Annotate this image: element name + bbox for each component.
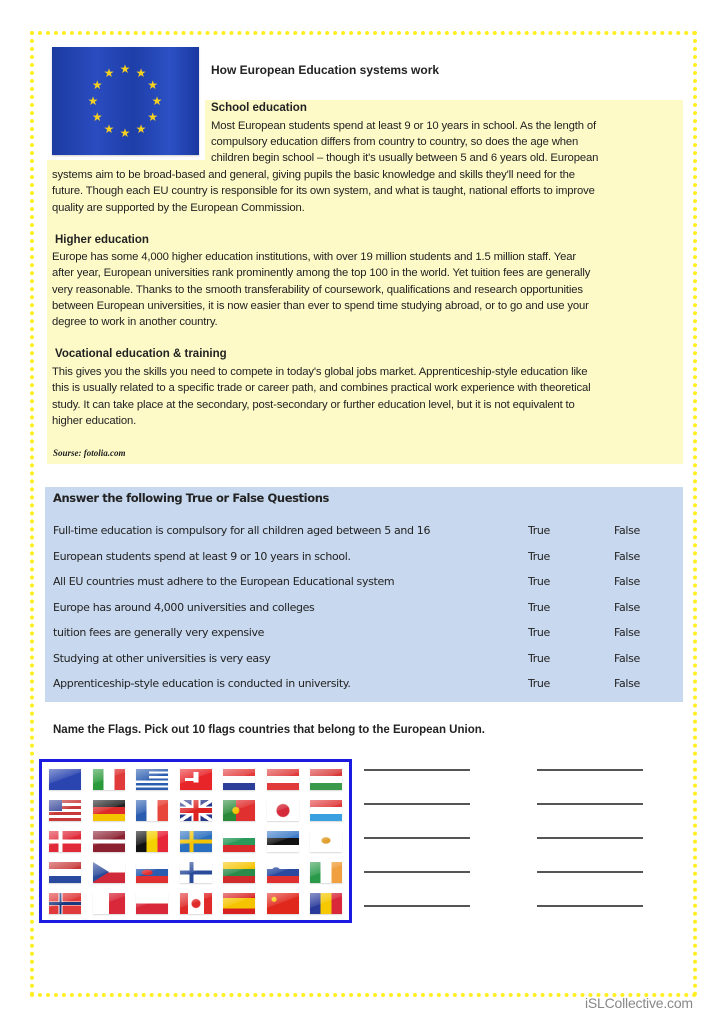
flag-greece-icon[interactable] <box>136 769 168 790</box>
section-text-higher-line: degree to work in another country. <box>52 316 218 328</box>
flag-lithuania-icon[interactable] <box>223 862 255 883</box>
question-text: European students spend at least 9 or 10 years in school. <box>53 549 351 563</box>
flag-slovakia-icon[interactable] <box>136 862 168 883</box>
question-text: Apprenticeship-style education is conducted in university. <box>53 677 351 690</box>
eu-star-icon: ★ <box>91 110 103 124</box>
source-credit: Sourse: fotolia.com <box>53 448 126 458</box>
section-text-vocational-line: This gives you the skills you need to compete in today's global jobs market. Apprenticeship-style education like <box>52 366 588 378</box>
section-text-higher-line: between European universities, it is now easier than ever to spend time studying abroad, or to go and use your <box>52 300 589 312</box>
false-option[interactable]: False <box>614 600 640 614</box>
eu-star-icon: ★ <box>91 78 103 92</box>
quiz-title: Answer the following True or False Questions <box>53 491 329 505</box>
flag-uk-icon[interactable] <box>180 800 212 821</box>
section-text-school-line: future. Though each EU country is responsible for its own system, and what is taught, national efforts to improve <box>52 185 595 197</box>
flag-bulgaria-icon[interactable] <box>223 831 255 852</box>
flag-grid <box>39 759 352 923</box>
eu-star-icon: ★ <box>119 126 131 140</box>
flag-switzerland-icon[interactable] <box>180 769 212 790</box>
answer-blank-line[interactable] <box>364 803 470 805</box>
flag-finland-icon[interactable] <box>180 862 212 883</box>
eu-star-icon: ★ <box>119 62 131 76</box>
section-text-higher-line: after year, European universities rank prominently among the top 100 in the world. Yet tuition fees are generally <box>52 267 591 279</box>
false-option[interactable]: False <box>614 575 640 588</box>
section-text-vocational-line: this is usually related to a specific trade or career path, and combines practical work experience with theoretical <box>52 382 591 394</box>
question-text: Full-time education is compulsory for all children aged between 5 and 16 <box>53 524 431 537</box>
section-text-higher-line: very reasonable. Thanks to the smooth transferability of coursework, qualifications and research opportunities <box>52 284 583 296</box>
section-text-school-line: children begin school – though it's usually between 5 and 6 years old. European <box>211 152 599 164</box>
answer-blank-line[interactable] <box>537 871 643 873</box>
flag-spain-icon[interactable] <box>223 893 255 914</box>
quiz-question-row <box>53 652 673 670</box>
quiz-question-row <box>53 677 673 695</box>
answer-blank-line[interactable] <box>364 769 470 771</box>
false-option[interactable]: False <box>614 549 640 563</box>
flag-canada-icon[interactable] <box>180 893 212 914</box>
question-text: All EU countries must adhere to the European Educational system <box>53 575 395 588</box>
false-option[interactable]: False <box>614 651 640 665</box>
eu-flag-icon <box>52 47 199 155</box>
flag-cyprus-icon[interactable] <box>310 831 342 852</box>
quiz-question-row <box>53 626 673 644</box>
answer-blank-line[interactable] <box>537 769 643 771</box>
flag-japan-icon[interactable] <box>267 800 299 821</box>
section-text-school-line: quality are supported by the European Commission. <box>52 202 305 214</box>
true-false-quiz-box <box>45 487 683 702</box>
flag-estonia-icon[interactable] <box>267 831 299 852</box>
flag-denmark-icon[interactable] <box>49 831 81 852</box>
section-text-school-line: systems aim to be broad-based and general, giving pupils the basic knowledge and skills they'll need for the <box>52 169 575 181</box>
flag-slovenia-icon[interactable] <box>267 862 299 883</box>
false-option[interactable]: False <box>614 626 640 639</box>
flag-eu-icon[interactable] <box>49 769 81 790</box>
flag-romania-icon[interactable] <box>310 893 342 914</box>
flag-norway-icon[interactable] <box>49 893 81 914</box>
quiz-question-row <box>53 550 673 568</box>
czech-triangle <box>93 862 109 882</box>
flag-malta-icon[interactable] <box>93 893 125 914</box>
flag-czech-icon[interactable] <box>93 862 125 883</box>
answer-blank-line[interactable] <box>537 837 643 839</box>
answer-blank-line[interactable] <box>364 905 470 907</box>
answer-blank-line[interactable] <box>537 803 643 805</box>
answer-blank-line[interactable] <box>364 871 470 873</box>
question-text: tuition fees are generally very expensive <box>53 626 265 639</box>
section-text-vocational-line: higher education. <box>52 415 137 427</box>
true-option[interactable]: True <box>528 575 550 588</box>
eu-star-icon: ★ <box>103 121 115 136</box>
flags-task-title: Name the Flags. Pick out 10 flags countries that belong to the European Union. <box>53 724 485 736</box>
flag-sweden-icon[interactable] <box>180 831 212 852</box>
flag-luxembourg-icon[interactable] <box>310 800 342 821</box>
flag-austria-icon[interactable] <box>267 769 299 790</box>
eu-star-icon: ★ <box>147 78 159 92</box>
flag-latvia-icon[interactable] <box>93 831 125 852</box>
flag-hungary-icon[interactable] <box>310 769 342 790</box>
section-text-higher-line: Europe has some 4,000 higher education institutions, with over 19 million students and 1.5 million staff. Year <box>52 251 576 263</box>
true-option[interactable]: True <box>528 677 550 690</box>
flag-belgium-icon[interactable] <box>136 831 168 852</box>
page-title: How European Education systems work <box>211 63 440 77</box>
flag-usa-icon[interactable] <box>49 800 81 821</box>
watermark: iSLCollective.com <box>585 995 693 1011</box>
flag-portugal-icon[interactable] <box>223 800 255 821</box>
eu-star-icon: ★ <box>151 94 163 108</box>
section-heading-school: School education <box>211 102 307 114</box>
section-text-school-line: Most European students spend at least 9 or 10 years in school. As the length of <box>211 120 597 132</box>
question-text: Studying at other universities is very easy <box>53 651 271 665</box>
section-text-vocational-line: study. It can take place at the secondary, post-secondary or further education level, but it is not equivalent to <box>52 399 575 411</box>
flag-germany-icon[interactable] <box>93 800 125 821</box>
eu-star-icon: ★ <box>135 66 147 81</box>
flag-ireland-icon[interactable] <box>310 862 342 883</box>
section-text-school-line: compulsory education differs from country to country, so does the age when <box>211 136 579 148</box>
true-option[interactable]: True <box>528 600 550 614</box>
true-option[interactable]: True <box>528 549 550 563</box>
eu-star-icon: ★ <box>103 66 115 81</box>
quiz-question-row <box>53 524 673 542</box>
section-heading-vocational: Vocational education & training <box>55 348 227 360</box>
quiz-question-row <box>53 601 673 619</box>
false-option[interactable]: False <box>614 524 640 537</box>
answer-blank-line[interactable] <box>537 905 643 907</box>
eu-star-icon: ★ <box>87 94 99 108</box>
flag-italy-icon[interactable] <box>93 769 125 790</box>
question-text: Europe has around 4,000 universities and colleges <box>53 600 315 614</box>
flag-poland-icon[interactable] <box>136 893 168 914</box>
flag-china-icon[interactable] <box>267 893 299 914</box>
flag-netherlands-icon[interactable] <box>49 862 81 883</box>
eu-star-icon: ★ <box>147 110 159 124</box>
eu-star-icon: ★ <box>135 121 147 136</box>
quiz-question-row <box>53 575 673 593</box>
flag-france-icon[interactable] <box>136 800 168 821</box>
true-option[interactable]: True <box>528 651 550 665</box>
true-option[interactable]: True <box>528 524 550 537</box>
answer-blank-line[interactable] <box>364 837 470 839</box>
true-option[interactable]: True <box>528 626 550 639</box>
flag-croatia-icon[interactable] <box>223 769 255 790</box>
false-option[interactable]: False <box>614 677 640 690</box>
section-heading-higher: Higher education <box>55 234 149 246</box>
